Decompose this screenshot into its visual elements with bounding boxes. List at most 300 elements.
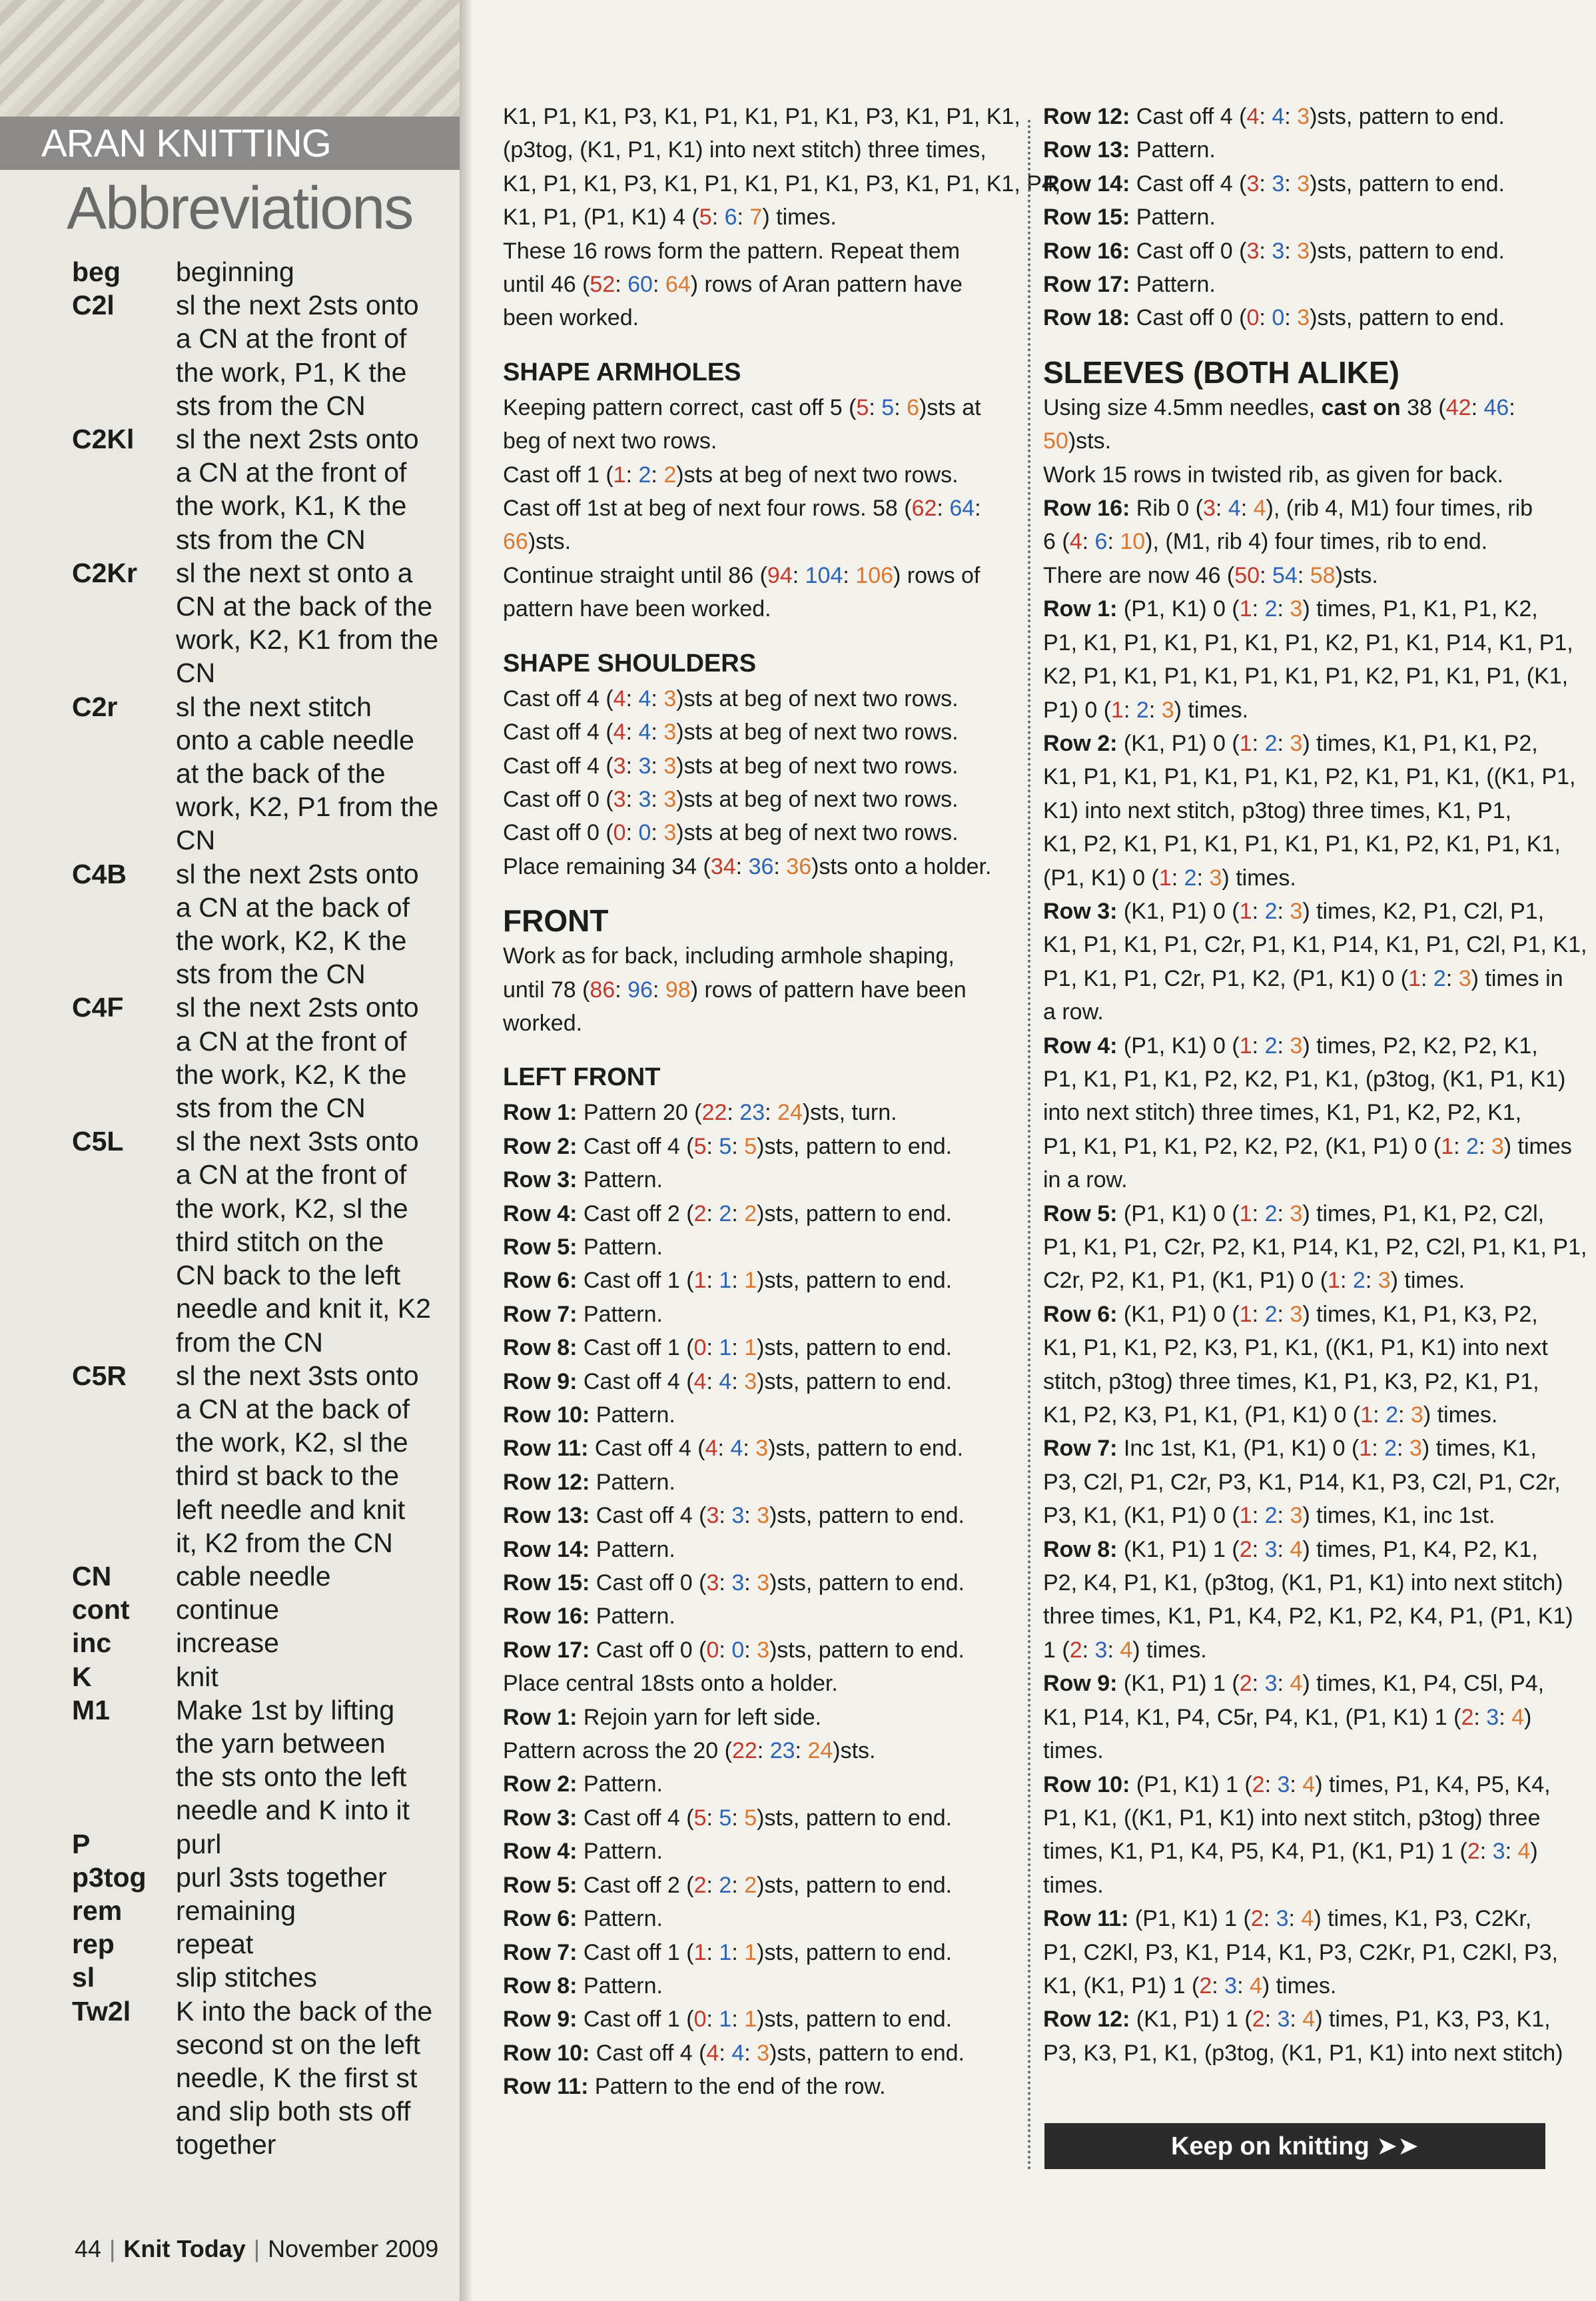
pattern-line: [1043, 100, 1556, 133]
row-label: cast on: [1321, 394, 1401, 420]
text-segment: :: [1264, 1771, 1278, 1797]
pattern-line: [503, 1835, 1009, 1868]
text-segment: :: [869, 394, 882, 420]
pattern-line: [1043, 1768, 1556, 1801]
row-label: Row 13:: [503, 1503, 590, 1529]
section-heading: [503, 1059, 1009, 1096]
abbreviation-item: [72, 1827, 445, 1861]
row-label: Row 11:: [503, 2074, 589, 2100]
text-segment: )sts, pattern to end.: [757, 1133, 953, 1159]
abbreviation-item: [72, 1995, 445, 2162]
text-segment: :: [792, 562, 805, 588]
size-value: 3: [757, 1570, 770, 1596]
text-segment: 1 (: [1043, 1637, 1070, 1663]
size-value: 3: [663, 753, 677, 779]
text-segment: (K1, P1) 0 (: [1117, 898, 1240, 924]
row-label: Row 5:: [503, 1234, 578, 1260]
size-value: 6: [1094, 529, 1108, 555]
pattern-line: [503, 1667, 1009, 1700]
text-segment: :: [731, 1939, 745, 1965]
pattern-line: [1043, 201, 1556, 234]
text-segment: Cast off 4 (: [503, 753, 613, 779]
text-segment: :: [1499, 1704, 1512, 1730]
text-segment: Cast off 4 (: [1130, 171, 1247, 197]
text-segment: )sts at beg of next two rows.: [676, 686, 959, 711]
text-segment: :: [652, 272, 665, 298]
text-segment: :: [706, 1805, 719, 1831]
size-value: 2: [719, 1872, 732, 1898]
text-segment: SLEEVES (BOTH ALIKE): [1043, 354, 1399, 390]
size-value: 4: [1302, 1771, 1316, 1797]
definition-line: purl 3sts together: [176, 1861, 387, 1893]
definition-line: CN: [176, 825, 216, 856]
size-value: 1: [1239, 898, 1252, 924]
text-segment: :: [1263, 1906, 1276, 1932]
row-label: Row 12:: [503, 1469, 590, 1495]
row-label: Row 14:: [1043, 171, 1130, 197]
pattern-line: [503, 1936, 1009, 1969]
abbreviation-item: [72, 288, 445, 422]
size-value: 3: [757, 1637, 770, 1663]
text-segment: ) times, P1, K1, P2, C2l,: [1302, 1200, 1545, 1226]
pattern-line: [1043, 559, 1556, 592]
size-value: 3: [1410, 1402, 1423, 1428]
abbreviation-item: [72, 1593, 445, 1626]
abbreviation-term: Tw2l: [72, 1995, 131, 2027]
size-value: 1: [1408, 965, 1421, 991]
text-segment: :: [1252, 1536, 1265, 1562]
text-segment: ) times.: [1262, 1973, 1337, 1999]
row-label: Row 3:: [1043, 898, 1118, 924]
text-segment: :: [1107, 1637, 1120, 1663]
text-segment: Cast off 1 (: [577, 1939, 694, 1965]
text-segment: :: [1252, 1301, 1265, 1327]
abbreviation-item: [72, 1894, 445, 1927]
size-value: 58: [1310, 562, 1336, 588]
text-segment: K1, (K1, P1) 1 (: [1043, 1973, 1200, 1999]
abbreviation-term: sl: [72, 1962, 95, 1993]
row-label: Row 6:: [503, 1906, 578, 1932]
text-segment: Cast off 1 (: [577, 1335, 694, 1361]
text-segment: Pattern.: [577, 1301, 663, 1327]
size-value: 3: [1297, 171, 1310, 197]
text-segment: Pattern across the 20 (: [503, 1738, 732, 1764]
definition-line: remaining: [176, 1895, 296, 1926]
footer-separator: |: [109, 2235, 116, 2262]
size-value: 2: [1467, 1839, 1480, 1865]
pattern-line: [1043, 301, 1556, 334]
abbreviation-definition: [176, 1359, 445, 1560]
pattern-line: [503, 1633, 1009, 1667]
text-segment: :: [1215, 496, 1228, 522]
text-segment: :: [1123, 697, 1136, 723]
text-segment: (K1, P1) 0 (: [1117, 1301, 1240, 1327]
size-value: 3: [1094, 1637, 1108, 1663]
text-segment: Pattern.: [577, 1839, 663, 1865]
text-segment: :: [1277, 1033, 1290, 1059]
size-value: 2: [1264, 1033, 1278, 1059]
pattern-line: [503, 1331, 1009, 1364]
text-segment: Cast off 4 (: [588, 1436, 705, 1462]
text-segment: (p3tog, (K1, P1, K1) into next stitch) three times,: [503, 137, 987, 163]
text-segment: times.: [1043, 1872, 1104, 1898]
definition-line: second st on the left: [176, 2029, 420, 2060]
abbreviation-definition: [176, 1593, 445, 1626]
text-segment: :: [706, 1268, 719, 1294]
size-value: 36: [748, 853, 774, 879]
abbreviation-item: [72, 255, 445, 288]
pattern-line: [1043, 1633, 1556, 1667]
text-segment: (P1, K1) 0 (: [1117, 596, 1240, 622]
pattern-line: [503, 1163, 1009, 1196]
abbreviation-definition: [176, 1125, 445, 1358]
text-segment: :: [1259, 104, 1272, 129]
text-segment: :: [651, 462, 664, 488]
pattern-line: [503, 682, 1009, 715]
pattern-line: [1043, 1163, 1556, 1196]
pattern-line: [503, 1533, 1009, 1566]
text-segment: K1, P2, K3, P1, K1, (P1, K1) 0 (: [1043, 1402, 1361, 1428]
size-value: 3: [613, 753, 626, 779]
pattern-line: [503, 1096, 1009, 1129]
abbreviation-item: [72, 991, 445, 1125]
text-segment: :: [1259, 171, 1272, 197]
size-value: 3: [1290, 1503, 1303, 1529]
size-value: 0: [693, 1335, 707, 1361]
text-segment: :: [1473, 1704, 1487, 1730]
size-value: 24: [807, 1738, 833, 1764]
text-segment: :: [1260, 562, 1272, 588]
size-value: 62: [911, 496, 937, 522]
text-segment: ), (M1, rib 4) four times, rib to end.: [1145, 529, 1488, 555]
size-value: 3: [613, 786, 626, 812]
definition-line: sts from the CN: [176, 959, 366, 990]
pattern-line: [503, 1801, 1009, 1835]
pattern-line: [1043, 234, 1556, 268]
text-segment: ) times: [1503, 1133, 1572, 1159]
text-segment: (K1, P1) 0 (: [1117, 730, 1240, 756]
definition-line: CN: [176, 658, 216, 689]
text-segment: ) times, P1, K4, P5, K4,: [1315, 1771, 1551, 1797]
text-segment: into next stitch) three times, K1, P1, K2, P2, K1,: [1043, 1100, 1522, 1126]
text-segment: Cast off 1 (: [577, 1268, 694, 1294]
size-value: 23: [739, 1100, 765, 1126]
size-value: 50: [1234, 562, 1260, 588]
pattern-line: [503, 1298, 1009, 1331]
size-value: 1: [1328, 1268, 1340, 1294]
definition-line: work, K2, P1 from the: [176, 791, 439, 823]
pattern-line: [1043, 1197, 1556, 1230]
text-segment: )sts, pattern to end.: [757, 1335, 953, 1361]
text-segment: times, K1, P1, K4, P5, K4, P1, (K1, P1) 1 (: [1043, 1839, 1467, 1865]
text-segment: Cast off 4 (: [577, 1133, 694, 1159]
size-value: 2: [1264, 1200, 1278, 1226]
text-segment: :: [731, 1368, 745, 1394]
size-value: 1: [744, 1268, 757, 1294]
definition-line: third stitch on the: [176, 1226, 384, 1257]
size-value: 3: [1458, 965, 1471, 991]
size-value: 4: [1120, 1637, 1133, 1663]
pattern-line: [503, 1734, 1009, 1767]
abbreviation-term: inc: [72, 1627, 112, 1659]
text-segment: Cast off 0 (: [1130, 305, 1247, 331]
size-value: 1: [613, 462, 626, 488]
text-segment: :: [651, 686, 664, 711]
pattern-line: [503, 2037, 1009, 2070]
text-segment: )sts, pattern to end.: [757, 1872, 953, 1898]
size-value: 3: [1276, 1906, 1289, 1932]
text-segment: :: [625, 820, 639, 846]
abbreviation-term: C2l: [72, 290, 115, 321]
pattern-line: [503, 749, 1009, 783]
magazine-name: Knit Today: [123, 2235, 246, 2262]
size-value: 4: [731, 2040, 745, 2066]
size-value: 2: [1069, 1637, 1082, 1663]
abbreviation-item: [72, 1359, 445, 1560]
text-segment: :: [1478, 1133, 1491, 1159]
pattern-line: [1043, 1096, 1556, 1129]
size-value: 0: [638, 820, 651, 846]
pattern-line: [1043, 995, 1556, 1029]
size-value: 5: [719, 1805, 732, 1831]
text-segment: )sts.: [528, 529, 572, 555]
text-segment: :: [744, 1637, 757, 1663]
text-segment: C2r, P2, K1, P1, (K1, P1) 0 (: [1043, 1268, 1328, 1294]
text-segment: :: [1505, 1839, 1518, 1865]
pattern-line: [1043, 827, 1561, 861]
row-label: Row 18:: [1043, 305, 1130, 331]
size-value: 2: [1264, 1301, 1278, 1327]
row-label: Row 16:: [503, 1604, 590, 1629]
pattern-line: [1043, 1499, 1556, 1532]
abbreviation-item: [72, 1927, 445, 1961]
text-segment: :: [1365, 1268, 1378, 1294]
definition-line: CN back to the left: [176, 1260, 401, 1291]
size-value: 4: [1069, 529, 1082, 555]
row-label: Row 1:: [1043, 596, 1118, 622]
text-segment: (K1, P1) 1 (: [1117, 1536, 1240, 1562]
text-segment: )sts, turn.: [802, 1100, 897, 1126]
size-value: 34: [710, 853, 736, 879]
size-value: 3: [1209, 865, 1222, 891]
pattern-line: [1043, 424, 1556, 458]
size-value: 1: [744, 1939, 757, 1965]
size-value: 2: [1199, 1973, 1212, 1999]
definition-line: the work, K2, sl the: [176, 1192, 408, 1224]
pattern-line: [1043, 2003, 1556, 2036]
pattern-line: [503, 973, 1009, 1007]
pattern-line: [1043, 895, 1556, 928]
text-segment: pattern have been worked.: [503, 596, 771, 622]
definition-line: left needle and knit: [176, 1494, 406, 1525]
definition-line: sl the next 2sts onto: [176, 424, 419, 455]
size-value: 3: [731, 1503, 745, 1529]
pattern-line: [1043, 1298, 1556, 1331]
definition-line: the yarn between: [176, 1727, 386, 1759]
size-value: 104: [805, 562, 843, 588]
pattern-line: [1043, 626, 1573, 660]
text-segment: :: [1277, 1503, 1290, 1529]
size-value: 1: [1360, 1402, 1374, 1428]
pattern-line: [503, 1197, 1009, 1230]
text-segment: Cast off 0 (: [590, 1637, 707, 1663]
text-segment: :: [1082, 1637, 1095, 1663]
abbreviation-item: [72, 690, 445, 857]
size-value: 6: [724, 205, 737, 230]
text-segment: SHAPE ARMHOLES: [503, 358, 741, 386]
text-segment: Cast off 0 (: [590, 1570, 707, 1596]
abbreviation-item: [72, 1693, 445, 1827]
pattern-line: [1043, 1365, 1556, 1398]
size-value: 2: [744, 1200, 757, 1226]
text-segment: :: [1259, 305, 1272, 331]
size-value: 86: [590, 977, 615, 1003]
text-segment: )sts at: [919, 394, 981, 420]
text-segment: :: [625, 786, 639, 812]
text-segment: :: [1471, 394, 1484, 420]
text-segment: :: [737, 205, 750, 230]
abbreviation-definition: [176, 1693, 445, 1827]
text-segment: :: [731, 1200, 745, 1226]
text-segment: :: [1082, 529, 1095, 555]
size-value: 0: [613, 820, 626, 846]
pattern-line: [1043, 660, 1569, 693]
size-value: 46: [1483, 394, 1509, 420]
definition-line: it, K2 from the CN: [176, 1527, 393, 1558]
text-segment: )sts at beg of next two rows.: [676, 820, 959, 846]
pattern-line: [503, 391, 1009, 424]
pattern-line: [503, 939, 1009, 973]
text-segment: :: [773, 853, 787, 879]
size-value: 3: [1264, 1671, 1278, 1697]
size-value: 3: [1264, 1536, 1278, 1562]
text-segment: Cast off 4 (: [577, 1805, 694, 1831]
text-segment: :: [625, 686, 639, 711]
pattern-line: [1043, 1869, 1556, 1902]
text-segment: :: [1297, 562, 1310, 588]
size-value: 2: [1433, 965, 1446, 991]
size-value: 2: [1239, 1536, 1252, 1562]
text-segment: :: [1479, 1839, 1493, 1865]
text-segment: K2, P1, K1, P1, K1, P1, K1, P1, K2, P1, K1, P1, (K1,: [1043, 664, 1569, 690]
text-segment: :: [757, 1738, 770, 1764]
text-segment: :: [1290, 1771, 1303, 1797]
text-segment: worked.: [503, 1010, 583, 1036]
size-value: 3: [1277, 1771, 1290, 1797]
size-value: 4: [1302, 2007, 1316, 2033]
row-label: Row 9:: [503, 2007, 578, 2033]
pattern-line: [1043, 1063, 1566, 1096]
text-segment: Pattern.: [590, 1402, 675, 1428]
size-value: 1: [1239, 1503, 1252, 1529]
definition-line: needle and knit it, K2: [176, 1293, 431, 1324]
text-segment: K1, P1, K1, P2, K3, P1, K1, ((K1, P1, K1) into next: [1043, 1335, 1548, 1361]
text-segment: Cast off 0 (: [1130, 238, 1247, 264]
size-value: 64: [949, 496, 975, 522]
definition-line: sl the next stitch: [176, 691, 372, 722]
pattern-line: [503, 1365, 1009, 1398]
size-value: 4: [1253, 496, 1266, 522]
text-segment: Cast off 4 (: [590, 1503, 707, 1529]
size-value: 1: [1239, 596, 1252, 622]
pattern-column-right: [1043, 100, 1587, 2070]
size-value: 3: [1297, 305, 1310, 331]
pattern-line: [503, 458, 1009, 492]
text-segment: )sts, pattern to end.: [757, 1939, 953, 1965]
abbreviations-title: Abbreviations: [67, 175, 413, 242]
definition-line: sl the next 2sts onto: [176, 290, 419, 321]
definition-line: the work, K2, sl the: [176, 1427, 408, 1458]
abbreviation-term: K: [72, 1661, 92, 1692]
pattern-line: [503, 1264, 1009, 1297]
size-value: 42: [1445, 394, 1471, 420]
definition-line: the work, K2, K the: [176, 925, 407, 957]
text-segment: Rejoin yarn for left side.: [577, 1704, 822, 1730]
row-label: Row 11:: [503, 1436, 589, 1462]
text-segment: Cast off 1 (: [503, 462, 613, 488]
text-segment: :: [1277, 1301, 1290, 1327]
pattern-line: [1043, 1331, 1556, 1364]
text-segment: )sts, pattern to end.: [1310, 305, 1505, 331]
pattern-line: [1043, 1701, 1556, 1734]
size-value: 2: [638, 462, 651, 488]
row-label: Row 1:: [503, 1704, 578, 1730]
row-label: Row 11:: [1043, 1906, 1129, 1932]
size-value: 5: [693, 1805, 707, 1831]
size-value: 1: [1158, 865, 1172, 891]
text-segment: :: [731, 1872, 745, 1898]
text-segment: LEFT FRONT: [503, 1063, 661, 1092]
definition-line: from the CN: [176, 1326, 323, 1358]
text-segment: K1, P14, K1, P4, C5r, P4, K1, (P1, K1) 1 (: [1043, 1704, 1461, 1730]
text-segment: :: [1252, 1671, 1265, 1697]
size-value: 4: [706, 2040, 719, 2066]
size-value: 4: [1272, 104, 1285, 129]
text-segment: :: [1252, 898, 1265, 924]
text-segment: Pattern.: [1130, 272, 1216, 298]
size-value: 2: [693, 1200, 707, 1226]
size-value: 60: [627, 272, 653, 298]
text-segment: P1) 0 (: [1043, 697, 1112, 723]
row-label: Row 8:: [1043, 1536, 1118, 1562]
pattern-line: [503, 715, 1009, 749]
abbreviation-term: P: [72, 1828, 91, 1859]
text-segment: Pattern.: [577, 1771, 663, 1797]
pattern-line: [1043, 693, 1556, 727]
text-segment: :: [1277, 596, 1290, 622]
text-segment: :: [1107, 529, 1120, 555]
text-segment: ) rows of pattern have been: [690, 977, 967, 1003]
size-value: 2: [1136, 697, 1149, 723]
size-value: 1: [1239, 1301, 1252, 1327]
text-segment: :: [1372, 1436, 1385, 1462]
text-segment: :: [1373, 1402, 1386, 1428]
text-segment: Pattern.: [590, 1604, 675, 1629]
text-segment: )sts, pattern to end.: [1310, 171, 1505, 197]
definition-line: increase: [176, 1627, 279, 1659]
text-segment: Pattern.: [1130, 137, 1216, 163]
text-segment: FRONT: [503, 903, 609, 939]
size-value: 1: [744, 2007, 757, 2033]
abbreviation-term: M1: [72, 1694, 110, 1725]
size-value: 1: [1111, 697, 1124, 723]
text-segment: Cast off 1 (: [577, 2007, 694, 2033]
size-value: 24: [777, 1100, 803, 1126]
row-label: Row 5:: [503, 1872, 578, 1898]
text-segment: There are now 46 (: [1043, 562, 1235, 588]
text-segment: :: [625, 462, 639, 488]
text-segment: ) times.: [1423, 1402, 1498, 1428]
